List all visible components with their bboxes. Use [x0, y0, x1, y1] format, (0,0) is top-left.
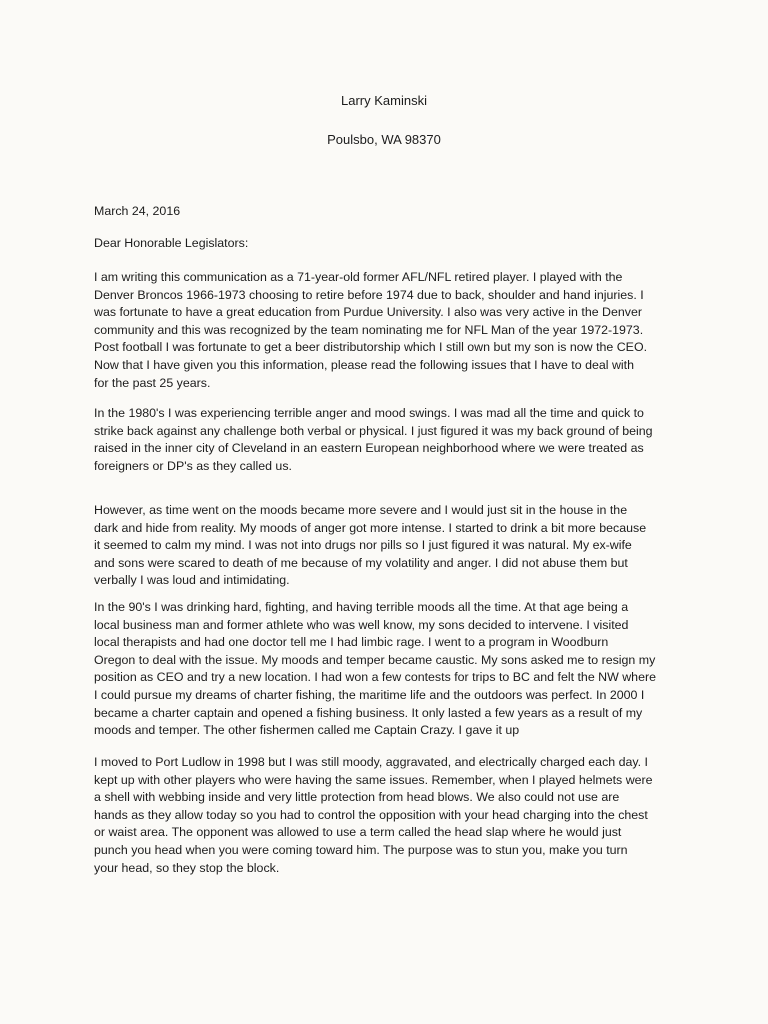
paragraph-line: However, as time went on the moods became more severe and I would just sit in the house in the [94, 503, 628, 517]
paragraph-line: verbally I was loud and intimidating. [94, 573, 290, 588]
paragraph-line: I could pursue my dreams of charter fishing, the maritime life and the outdoors was perfect. In 2000 I [94, 687, 645, 702]
paragraph-line: local therapists and had one doctor tell me I had limbic rage. I went to a program in Woodburn [94, 635, 609, 650]
paragraph-line: Denver Broncos 1966-1973 choosing to retire before 1974 due to back, shoulder and hand injuries. I [94, 287, 644, 302]
paragraph-line: local business man and former athlete who was well know, my sons decided to intervene. I visited [94, 617, 629, 632]
paragraph-line: raised in the inner city of Cleveland in an eastern European neighborhood where we were treated as [94, 441, 644, 456]
paragraph-line: and sons were scared to death of me because of my volatility and anger. I did not abuse them but [94, 555, 628, 570]
paragraph-line: it seemed to calm my mind. I was not into drugs nor pills so I just figured it was natural. My ex-wife [94, 538, 632, 553]
paragraph-line: your head, so they stop the block. [94, 860, 280, 875]
paragraph-line: In the 1980's I was experiencing terrible anger and mood swings. I was mad all the time and quick to [94, 406, 644, 420]
paragraph-line: became a charter captain and opened a fishing business. It only lasted a few years as a result of my [94, 705, 643, 720]
paragraph-line: I am writing this communication as a 71-year-old former AFL/NFL retired player. I played with the [94, 270, 623, 284]
paragraph-moods [94, 502, 694, 590]
paragraph-line: position as CEO and try a new location. I had won a few contests for trips to BC and felt the NW where [94, 670, 656, 685]
paragraph-line: Post football I was fortunate to get a beer distributorship which I still own but my son is now the CEO. [94, 340, 648, 355]
paragraph-line: dark and hide from reality. My moods of anger got more intense. I started to drink a bit more because [94, 520, 647, 535]
paragraph-line: for the past 25 years. [94, 375, 211, 390]
sender-address: Poulsbo, WA 98370 [327, 132, 441, 147]
paragraph-line: In the 90's I was drinking hard, fighting, and having terrible moods all the time. At that age being a [94, 600, 629, 614]
paragraph-line: hands as they allow today so you had to control the opposition with your head charging into the chest [94, 807, 648, 822]
letter-date: March 24, 2016 [94, 204, 181, 218]
paragraph-line: I moved to Port Ludlow in 1998 but I was still moody, aggravated, and electrically charged each day. I [94, 755, 648, 769]
paragraph-port-ludlow [94, 754, 694, 877]
paragraph-line: Oregon to deal with the issue. My moods and temper became caustic. My sons asked me to resign my [94, 652, 656, 667]
paragraph-intro [94, 269, 694, 392]
paragraph-line: kept up with other players who were having the same issues. Remember, when I played helmets were [94, 772, 653, 787]
paragraph-line: punch you head when you were coming toward him. The purpose was to stun you, make you turn [94, 842, 628, 857]
paragraph-1990s [94, 599, 694, 740]
paragraph-line: was fortunate to have a great education from Purdue University. I also was very active in the Denver [94, 305, 642, 320]
paragraph-line: community and this was recognized by the team nominating me for NFL Man of the year 1972-1973. [94, 322, 644, 337]
salutation: Dear Honorable Legislators: [94, 236, 249, 250]
paragraph-1980s [94, 405, 694, 475]
paragraph-line: moods and temper. The other fishermen called me Captain Crazy. I gave it up [94, 723, 520, 738]
paragraph-line: a shell with webbing inside and very little protection from head blows. We also could not use are [94, 790, 620, 805]
paragraph-line: Now that I have given you this information, please read the following issues that I have to deal with [94, 357, 634, 372]
sender-name: Larry Kaminski [341, 93, 427, 108]
paragraph-line: or waist area. The opponent was allowed to use a term called the head slap where he would just [94, 825, 622, 840]
paragraph-line: strike back against any challenge both verbal or physical. I just figured it was my back ground of being [94, 423, 653, 438]
paragraph-line: foreigners or DP's as they called us. [94, 458, 292, 473]
